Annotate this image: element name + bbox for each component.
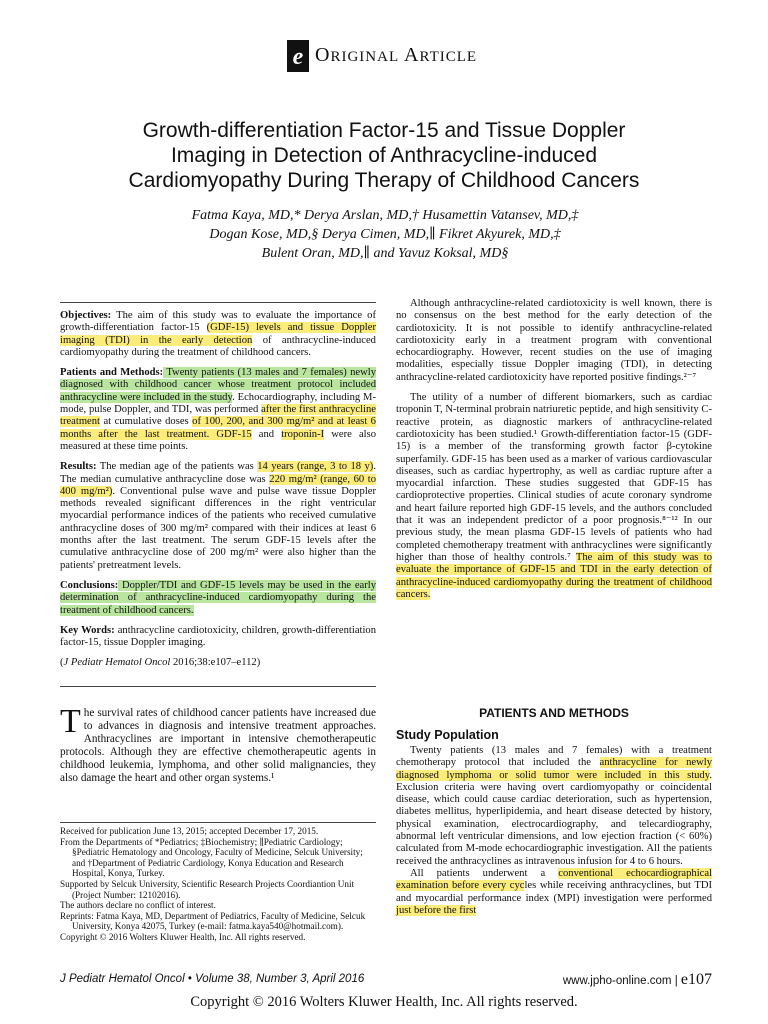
footnote-copyright: Copyright © 2016 Wolters Kluwer Health, Inc. All rights reserved. [60, 931, 306, 942]
abstract [60, 310, 376, 678]
body-paragraph-4: All patients underwent a conventional echocardiographical examination before every cycles while receiving anthracyclines, but TDI and myocardial performance index (MPI) investigation were performed just before the first [396, 867, 712, 916]
body-column-right-lower [396, 745, 712, 917]
abstract-citation: (J Pediatr Hematol Oncol 2016;38:e107–e112) [60, 657, 261, 669]
abstract-results: Results: The median age of the patients was 14 years (range, 3 to 18 y). The median cumulative anthracycline dose was 220 mg/m² (range, 60 to 400 mg/m²). Conventional pulse wave and pulse wave tissue Doppler methods revealed significant differences in the right ventricular myocardial performance indices of the patients who received cumulative anthracycline doses of 300 mg/m² compared with their indices at least 6 months after the last treatment. The serum GDF-15 levels after the cumulative anthracycline dose of 200 mg/m² were also higher than the patients' pretreatment levels. [60, 461, 377, 571]
introduction-paragraph: The survival rates of childhood cancer patients have increased due to advances in diagnosis and intensive treatment approaches. Anthracyclines are important in intensive chemotherapeutic protocols. Although they are effective chemotherapeutic agents in childhood leukemia, lymphoma, and other solid malignancies, they also damage the heart and other organ systems.¹ [60, 703, 376, 784]
abstract-bottom-rule [60, 686, 376, 687]
page-footer [60, 973, 712, 989]
page-copyright: Copyright © 2016 Wolters Kluwer Health, Inc. All rights reserved. [190, 994, 578, 1010]
article-type-header [287, 40, 587, 74]
footnote-conflict: The authors declare no conflict of interest. [60, 900, 216, 911]
drop-cap: T [60, 703, 81, 740]
abstract-keywords: Key Words: anthracycline cardiotoxicity, children, growth-differentiation factor-15, tissue Doppler imaging. [60, 624, 376, 649]
journal-e-logo-icon [287, 40, 309, 72]
footer-journal-info: J Pediatr Hematol Oncol • Volume 38, Number 3, April 2016 [60, 973, 365, 985]
svg-text:e: e [292, 44, 304, 70]
section-heading-patients-methods: PATIENTS AND METHODS [479, 706, 629, 720]
footnotes [60, 826, 376, 943]
page-number: e107 [680, 971, 712, 988]
article-title: Growth-differentiation Factor-15 and Tissue Doppler Imaging in Detection of Anthracycline-induced Cardiomyopathy During Therapy of Childhood Cancers [128, 119, 640, 192]
journal-website-link[interactable]: www.jpho-online.com [562, 975, 672, 987]
body-paragraph-2: The utility of a number of different biomarkers, such as cardiac troponin T, N-terminal probrain natriuretic peptide, and high sensitivity C-reactive protein, as diagnostic markers of anthracycline-related cardiotoxicity has been studied.¹ Growth-differentiation factor-15 (GDF-15) is a member of the transforming growth factor β-cytokine superfamily. GDF-15 has been used as a marker of various cardiovascular diseases, such as cardiac hypertrophy, as well as cardiac rupture after a myocardial infarction. These studies suggested that GDF-15 has cardioprotective properties. Clinical studies of acute coronary syndrome and heart failure reported high GDF-15 levels, and the authors concluded that it was an independent predictor of a poor prognosis.⁸⁻¹² In our previous study, the mean plasma GDF-15 levels of patients who had completed chemotherapy treatment with anthracyclines were significantly higher than those of healthy controls.⁷ The aim of this study was to evaluate the importance of GDF-15 and TDI in the early detection of anthracycline-induced cardiomyopathy during the treatment of childhood cancers. [396, 392, 712, 600]
footer-site-page: www.jpho-online.com | e107 [562, 971, 712, 988]
subheading-study-population: Study Population [396, 728, 499, 742]
abstract-patients-methods: Patients and Methods: Twenty patients (13 males and 7 females) newly diagnosed with childhood cancer whose treatment protocol included anthracycline were included in the study. Echocardiography, including M-mode, pulse Doppler, and TDI, was performed after the first anthracycline treatment at cumulative doses of 100, 200, and 300 mg/m² and at least 6 months after the last treatment. GDF-15 and troponin-I were also measured at these time points. [60, 367, 377, 452]
footnote-affiliations: From the Departments of *Pediatrics; ‡Biochemistry; ∥Pediatric Cardiology; §Pediatric Hematology and Oncology, Faculty of Medicine, Selcuk University; and †Department of Pediatric Cardiology, Konya Education and Research Hospital, Konya, Turkey. [60, 836, 363, 879]
body-paragraph-3: Twenty patients (13 males and 7 females) with a treatment chemotherapy protocol that included the anthracycline for newly diagnosed lymphoma or solid tumor were included in this study. Exclusion criteria were having overt cardiomyopathy or coincidental disease, which could cause cardiac deterioration, such as hypertension, diabetes mellitus, hyperlipidemia, and heart disease detected by history, physical examination, electrocardiography, and telecardiography, abnormal left ventricular dimensions, and low ejection fraction (< 60%) calculated from M-mode echocardiographic investigation. All the patients received the anthracyclines as intravenous infusion for 4 to 6 hours. [396, 745, 712, 867]
abstract-conclusions: Conclusions: Doppler/TDI and GDF-15 levels may be used in the early determination of anthracycline-induced cardiomyopathy during the treatment of childhood cancers. [60, 579, 376, 616]
footnote-support: Supported by Selcuk University, Scientific Research Projects Coordiantion Unit (Project Number: 12102016). [60, 878, 355, 900]
footnote-rule [60, 822, 376, 823]
abstract-top-rule [60, 302, 376, 303]
abstract-objectives: Objectives: The aim of this study was to evaluate the importance of growth-differentiation factor-15 (GDF-15) levels and tissue Doppler imaging (TDI) in the early detection of anthracycline-induced cardiomyopathy during the treatment of childhood cancers. [60, 310, 376, 358]
body-paragraph-1: Although anthracycline-related cardiotoxicity is well known, there is no consensus on the best method for the early detection of the cardiotoxicity. It is not possible to identify anthracycline-related cardiotoxicity early in a treatment program with conventional echocardiography. However, recent studies on the use of imaging modalities, especially tissue Doppler imaging (TDI), in detecting anthracycline-related cardiotoxicity have reported positive findings.²⁻⁷ [396, 298, 712, 383]
footnote-reprints: Reprints: Fatma Kaya, MD, Department of Pediatrics, Faculty of Medicine, Selcuk University, Konya 42075, Turkey (e-mail: fatma.kaya540@hotmail.com). [60, 910, 366, 932]
article-type-label: ORIGINAL ARTICLE [315, 44, 478, 66]
footnote-received: Received for publication June 13, 2015; accepted December 17, 2015. [60, 826, 319, 836]
body-column-right [396, 298, 712, 609]
author-list: Fatma Kaya, MD,* Derya Arslan, MD,† Husamettin Vatansev, MD,‡ Dogan Kose, MD,§ Derya Cimen, MD,∥ Fikret Akyurek, MD,‡ Bulent Oran, MD,∥ and Yavuz Koksal, MD§ [191, 208, 579, 261]
